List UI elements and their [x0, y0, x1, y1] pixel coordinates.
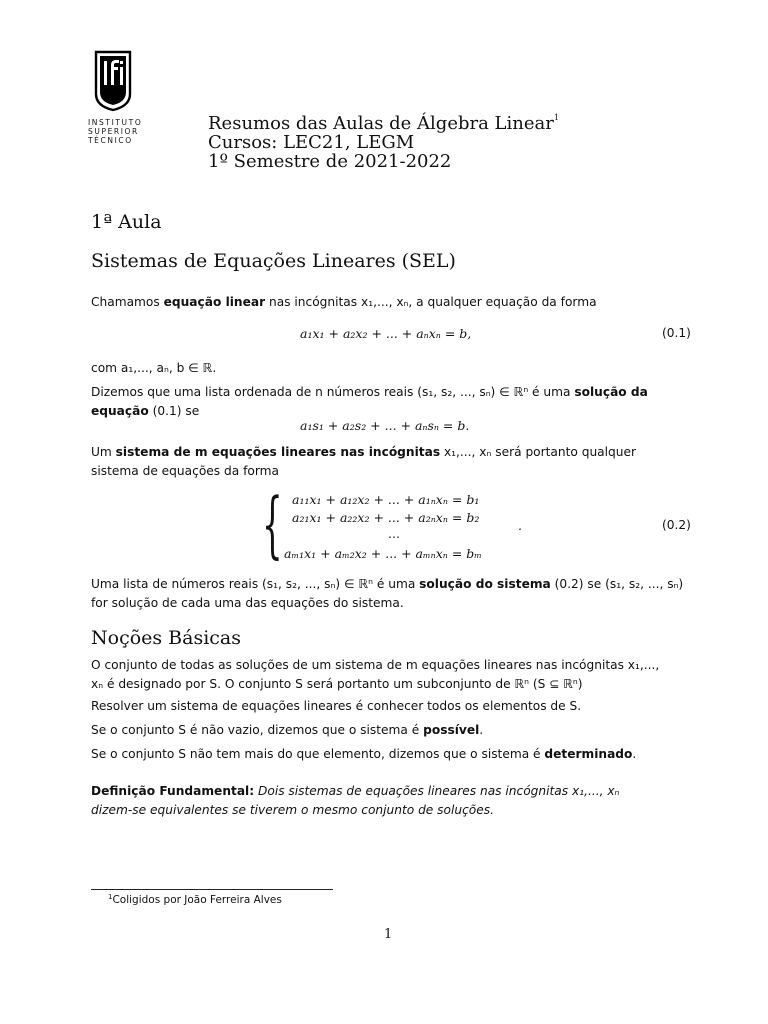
equation-solution: a₁s₁ + a₂s₂ + ... + aₙsₙ = b. — [300, 418, 470, 433]
section-title-basic-notions: Noções Básicas — [91, 627, 242, 649]
system-row-2: a₂₁x₁ + a₂₂x₂ + ... + a₂ₙxₙ = b₂ — [292, 510, 480, 525]
logo-line-1: INSTITUTO — [88, 118, 143, 127]
paragraph-solution-definition: Dizemos que uma lista ordenada de n números reais (s₁, s₂, ..., sₙ) ∈ ℝⁿ é uma solução da equação (0.1) se — [91, 385, 648, 418]
document-title: Resumos das Aulas de Álgebra Linear$^1$ — [208, 113, 559, 134]
paragraph-system-definition: Um sistema de m equações lineares nas incógnitas x₁,..., xₙ será portanto qualquer sistema de equações da forma — [91, 445, 637, 478]
semester-line: 1º Semestre de 2021-2022 — [208, 151, 452, 172]
title-footnote-mark: 1 — [553, 113, 559, 122]
paragraph-solve-system: Resolver um sistema de equações lineares é conhecer todos os elementos de S. — [91, 699, 582, 713]
system-row-1: a₁₁x₁ + a₁₂x₂ + ... + a₁ₙxₙ = b₁ — [292, 492, 480, 507]
courses-line: Cursos: LEC21, LEGM — [208, 132, 415, 153]
footnote-rule — [91, 889, 333, 890]
system-row-dots: ... — [388, 526, 400, 541]
footnote-mark: 1 — [108, 893, 113, 901]
paragraph-linear-equation: Chamamos equação linear nas incógnitas x₁,..., xₙ, a qualquer equação da forma — [91, 295, 597, 309]
equation-number-0-1: (0.1) — [662, 326, 691, 340]
footnote: $^1$Coligidos por João Ferreira Alves — [108, 893, 282, 906]
system-period: . — [518, 518, 522, 533]
ist-logo — [88, 50, 150, 145]
linear-system-0-2 — [262, 482, 542, 566]
ist-shield-icon — [94, 50, 132, 112]
paragraph-system-solution: Uma lista de números reais (s₁, s₂, ..., sₙ) ∈ ℝⁿ é uma solução do sistema (0.2) se (s₁, s₂, ..., sₙ) for solução de cada uma das equações do sistema. — [91, 577, 684, 610]
logo-line-2: SUPERIOR — [88, 127, 139, 136]
lesson-title: 1ª Aula — [91, 211, 162, 233]
definition-label: Definição Fundamental: — [91, 784, 255, 798]
equation-0-1: a₁x₁ + a₂x₂ + ... + aₙxₙ = b, — [300, 326, 472, 341]
equation-number-0-2: (0.2) — [662, 518, 691, 532]
system-row-m: aₘ₁x₁ + aₘ₂x₂ + ... + aₘₙxₙ = bₘ — [284, 546, 482, 561]
fundamental-definition: Definição Fundamental: Dois sistemas de equações lineares nas incógnitas x₁,..., xₙ dizem-se equivalentes se tiverem o mesmo conjunto de soluções. — [91, 784, 620, 817]
paragraph-determined: Se o conjunto S não tem mais do que elemento, dizemos que o sistema é determinado. — [91, 747, 637, 761]
logo-line-3: TÉCNICO — [88, 136, 133, 145]
paragraph-possible: Se o conjunto S é não vazio, dizemos que o sistema é possível. — [91, 723, 484, 737]
system-brace: { — [262, 482, 283, 566]
document-header — [208, 108, 559, 171]
section-title-sel: Sistemas de Equações Lineares (SEL) — [91, 250, 456, 272]
paragraph-coefficients: com a₁,..., aₙ, b ∈ ℝ. — [91, 361, 217, 375]
page-number: 1 — [384, 927, 393, 942]
paragraph-solution-set: O conjunto de todas as soluções de um sistema de m equações lineares nas incógnitas x₁,..., xₙ é designado por S. O conjunto S será portanto um subconjunto de ℝⁿ (S ⊆ ℝⁿ) — [91, 658, 660, 691]
